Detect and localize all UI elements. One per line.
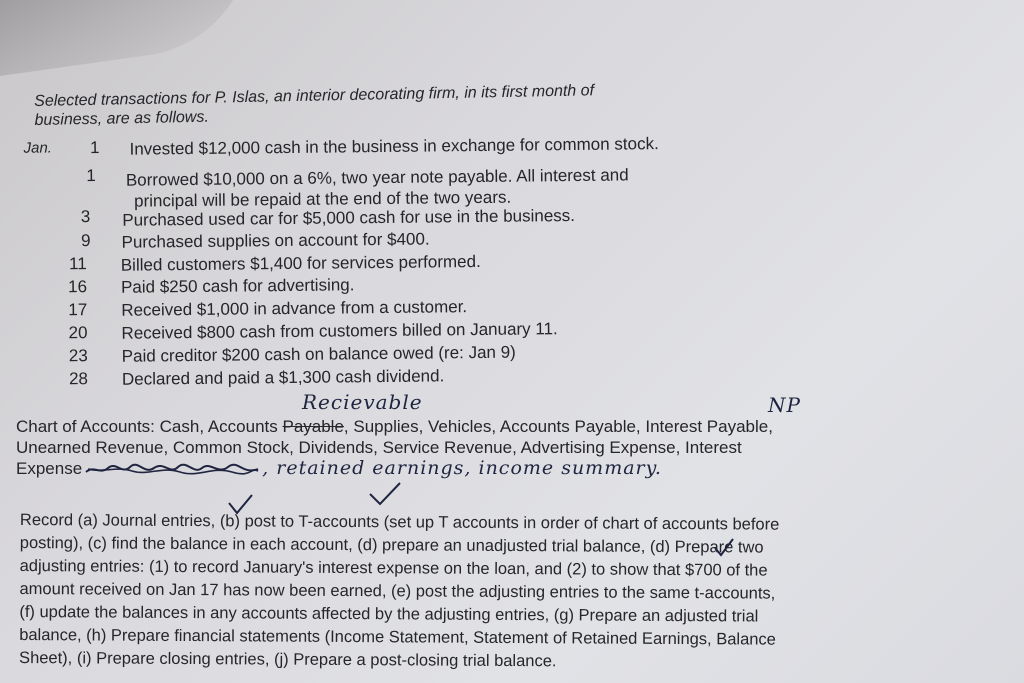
coa-line-2: Unearned Revenue, Common Stock, Dividends, Service Revenue, Advertising Expense, Interest (16, 438, 742, 457)
instruction-line: balance, (h) Prepare financial statements (Income Statement, Statement of Retained Earnings, Balance (19, 625, 776, 649)
chart-of-accounts (16, 416, 936, 479)
transaction-day: 3 (80, 207, 91, 227)
coa-text: , Supplies, Vehicles, Accounts Payable, Interest Payable, (343, 417, 773, 436)
transaction-description: Paid $250 cash for advertising. (120, 275, 355, 297)
transaction-description: Invested $12,000 cash in the business in exchange for common stock. (129, 134, 659, 159)
instruction-line: Sheet), (i) Prepare closing entries, (j) Prepare a post-closing trial balance. (19, 648, 557, 671)
transaction-description: Received $1,000 in advance from a customer. (121, 297, 468, 320)
scribble-mark (82, 463, 262, 477)
transaction-description: Purchased used car for $5,000 cash for use in the business. (122, 205, 576, 230)
instruction-line: adjusting entries: (1) to record January's interest expense on the loan, and (2) to show that $700 of the (19, 556, 768, 580)
transaction-day: 20 (68, 323, 88, 343)
transaction-description: Borrowed $10,000 on a 6%, two year note payable. All interest and (125, 165, 629, 190)
transaction-day: 1 (86, 166, 96, 186)
transaction-day: 16 (67, 277, 88, 297)
transaction-description: Paid creditor $200 cash on balance owed (re: Jan 9) (121, 342, 516, 366)
coa-text: Expense (16, 459, 83, 478)
transaction-description: Declared and paid a $1,300 cash dividend. (121, 366, 445, 389)
checkmark-icon (366, 480, 406, 508)
transaction-description: Billed customers $1,400 for services performed. (120, 251, 481, 275)
coa-line-1 (16, 416, 936, 437)
coa-text: Chart of Accounts: Cash, Accounts (16, 417, 283, 436)
coa-struck-word: Payable (282, 417, 344, 436)
handwritten-np: NP (768, 393, 801, 417)
transaction-day: 23 (68, 346, 88, 366)
transaction-description: Purchased supplies on account for $400. (121, 229, 430, 252)
intro-line-2: business, are as follows. (34, 108, 209, 129)
transaction-description: Received $800 cash from customers billed on January 11. (121, 319, 558, 343)
intro-line-1: Selected transactions for P. Islas, an interior decorating firm, in its first month of (34, 82, 595, 110)
instruction-line: amount received on Jan 17 has now been earned, (e) post the adjusting entries to the same t-accounts, (19, 579, 776, 603)
transaction-day: 11 (69, 254, 87, 274)
month-label: Jan. (23, 139, 53, 157)
transaction-day: 17 (68, 300, 88, 320)
handwritten-receivable: Recievable (302, 390, 423, 414)
handwritten-additions: , retained earnings, income summary. (262, 457, 662, 479)
handwritten-mark-icon (712, 536, 736, 558)
transaction-description-cont: principal will be repaid at the end of the two years. (134, 187, 512, 211)
transaction-day: 28 (68, 369, 89, 389)
instruction-line: (f) update the balances in any accounts affected by the adjusting entries, (g) Prepare an adjusted trial (19, 602, 759, 626)
instruction-line: Record (a) Journal entries, (b) post to T-accounts (set up T accounts in order of chart of accounts before (19, 510, 780, 534)
instruction-line: posting), (c) find the balance in each account, (d) prepare an unadjusted trial balance, (d) Prepare two (19, 533, 764, 557)
transaction-day: 1 (89, 137, 100, 158)
coa-line-3 (16, 458, 936, 479)
transaction-day: 9 (80, 231, 91, 251)
instructions (19, 509, 955, 676)
